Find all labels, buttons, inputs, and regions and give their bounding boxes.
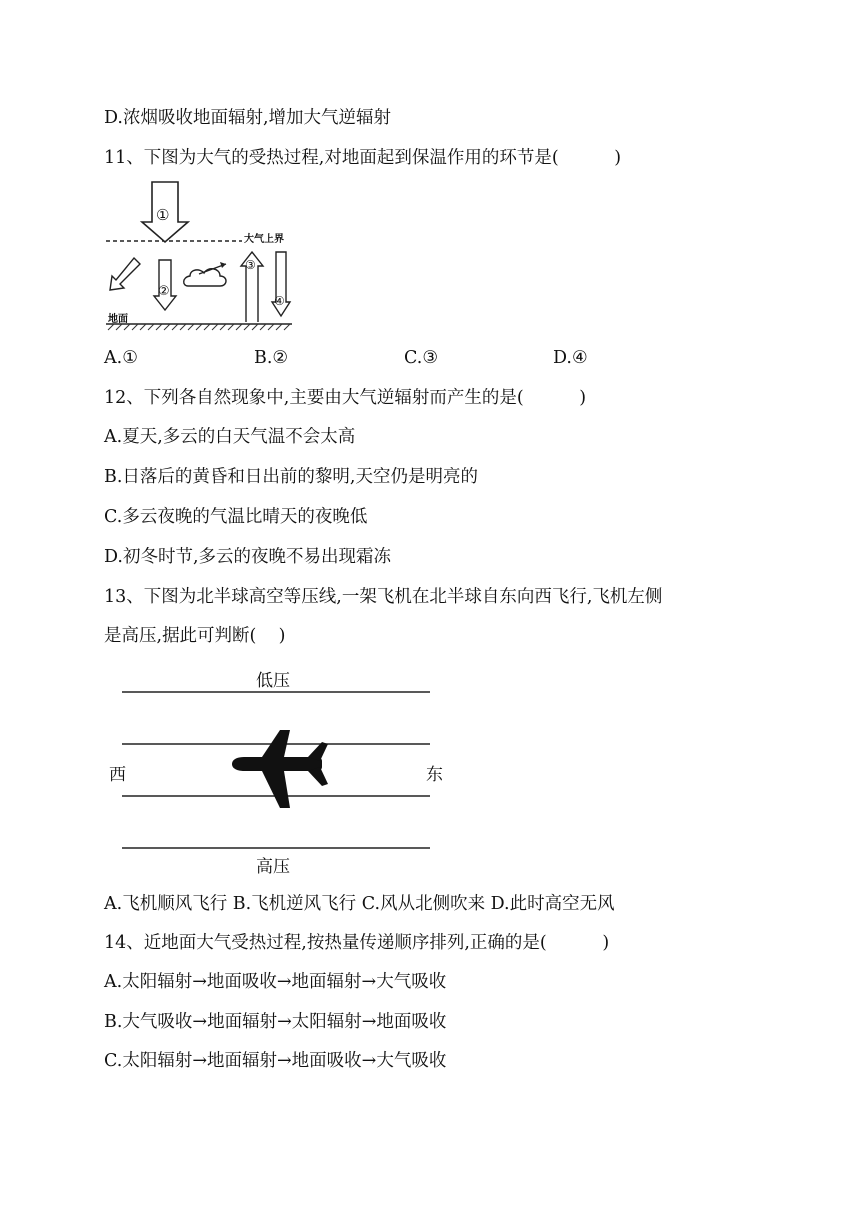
low-pressure-label: 低压: [256, 671, 290, 691]
east-label: 东: [426, 765, 443, 785]
q14-stem: 14、近地面大气受热过程,按热量传递顺序排列,正确的是( ): [104, 933, 610, 953]
q14-option-c: C.太阳辐射→地面辐射→地面吸收→大气吸收: [104, 1051, 447, 1071]
isobar-svg: [104, 662, 454, 882]
west-label: 西: [109, 765, 126, 785]
atmosphere-heating-svg: [104, 178, 304, 338]
arrow-4-label: ④: [274, 294, 285, 308]
ground-hatching: [108, 324, 290, 330]
q12-option-d: D.初冬时节,多云的夜晚不易出现霜冻: [104, 547, 392, 567]
upper-atmosphere-label: 大气上界: [244, 234, 284, 245]
isobar-diagram: [104, 662, 454, 882]
q11-option-a: A.①: [104, 348, 138, 368]
q10-option-d: D.浓烟吸收地面辐射,增加大气逆辐射: [104, 108, 392, 128]
atmosphere-heating-diagram: [104, 178, 304, 338]
q14-option-a: A.太阳辐射→地面吸收→地面辐射→大气吸收: [104, 972, 447, 992]
q11-options: [104, 346, 664, 370]
q11-option-c: C.③: [404, 348, 439, 368]
arrow-3-label: ③: [245, 258, 256, 272]
ground-label: 地面: [108, 314, 128, 325]
q14-option-b: B.大气吸收→地面辐射→太阳辐射→地面吸收: [104, 1012, 447, 1032]
q13-stem-line-2: 是高压,据此可判断( ): [104, 626, 286, 646]
q11-stem: 11、下图为大气的受热过程,对地面起到保温作用的环节是( ): [104, 148, 622, 168]
arrow-2-label: ②: [158, 284, 170, 299]
q11-option-b: B.②: [254, 348, 289, 368]
q12-option-b: B.日落后的黄昏和日出前的黎明,天空仍是明亮的: [104, 467, 478, 487]
q13-stem-line-1: 13、下图为北半球高空等压线,一架飞机在北半球自东向西飞行,飞机左侧: [104, 587, 663, 607]
q11-option-d: D.④: [553, 348, 588, 368]
arrow-1-label: ①: [156, 206, 170, 224]
q13-options: A.飞机顺风飞行 B.飞机逆风飞行 C.风从北侧吹来 D.此时高空无风: [104, 894, 615, 914]
q12-stem: 12、下列各自然现象中,主要由大气逆辐射而产生的是( ): [104, 388, 587, 408]
q12-option-c: C.多云夜晚的气温比晴天的夜晚低: [104, 507, 368, 527]
q12-option-a: A.夏天,多云的白天气温不会太高: [104, 427, 356, 447]
reflection-arrow: [110, 258, 140, 290]
high-pressure-label: 高压: [256, 857, 290, 877]
